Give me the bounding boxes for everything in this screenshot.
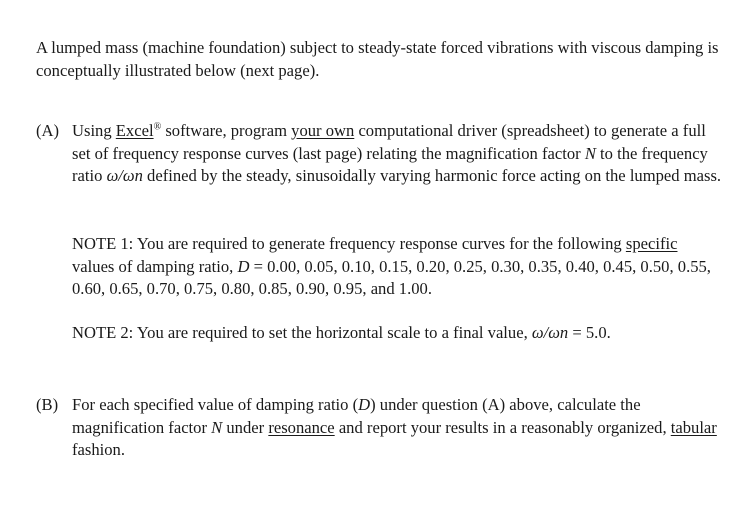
question-b-text-5: fashion.: [72, 440, 125, 459]
your-own-term: your own: [291, 121, 355, 140]
registered-mark: ®: [153, 121, 162, 133]
resonance-term: resonance: [268, 417, 335, 437]
question-b-text-1: For each specified value of damping ratio (: [72, 395, 359, 414]
note-2: [72, 322, 722, 345]
note-1: [72, 233, 722, 301]
question-a-text-1: Using: [72, 121, 116, 140]
specific-term: specific: [625, 234, 678, 253]
note-2-text-1: NOTE 2: You are required to set the horizontal scale to a final value,: [72, 323, 532, 342]
damping-ratio-symbol: D: [237, 256, 250, 276]
note-2-text-2: = 5.0.: [568, 323, 611, 342]
note-1-text-1: NOTE 1: You are required to generate frequency response curves for the following: [72, 234, 626, 253]
question-b-text-2: ) under question (A) above, calculate the magnification factor: [72, 395, 641, 437]
question-a-text-4: to the frequency ratio: [72, 143, 708, 185]
question-a-text-5: defined by the steady, sinusoidally varying harmonic force acting on the lumped mass.: [142, 166, 722, 185]
note-1-values: = 0.00, 0.05, 0.10, 0.15, 0.20, 0.25, 0.30, 0.35, 0.40, 0.45, 0.50, 0.55, 0.60, 0.65, 0.70, 0.75, 0.80, 0.85, 0.90, 0.95, and 1.00.: [72, 256, 711, 298]
intro-paragraph: A lumped mass (machine foundation) subject to steady-state forced vibrations with viscous damping is conceptually illustrated below (next page).: [36, 38, 719, 80]
question-b-text-3: under: [222, 417, 269, 437]
question-b-damping-symbol: D: [358, 395, 371, 414]
question-b-magnification-symbol: N: [211, 417, 223, 437]
question-a-text-2: software, program: [161, 121, 292, 140]
excel-term: Excel: [115, 121, 154, 140]
question-a-text: [72, 120, 722, 188]
question-b-text: [72, 394, 722, 462]
question-b-label: (B): [36, 395, 59, 414]
magnification-factor-symbol: N: [584, 143, 596, 163]
frequency-ratio-symbol: ω/ωn: [106, 166, 143, 185]
question-a-label: (A): [36, 121, 60, 140]
tabular-term: tabular: [670, 417, 717, 437]
question-a-text-3: computational driver (spreadsheet) to generate a full set of frequency response curves (last page) relating the magnification factor: [72, 121, 706, 163]
note-2-ratio-symbol: ω/ωn: [531, 323, 569, 342]
question-b-text-4: and report your results in a reasonably organized,: [334, 417, 671, 437]
note-1-text-2: values of damping ratio,: [72, 256, 238, 276]
